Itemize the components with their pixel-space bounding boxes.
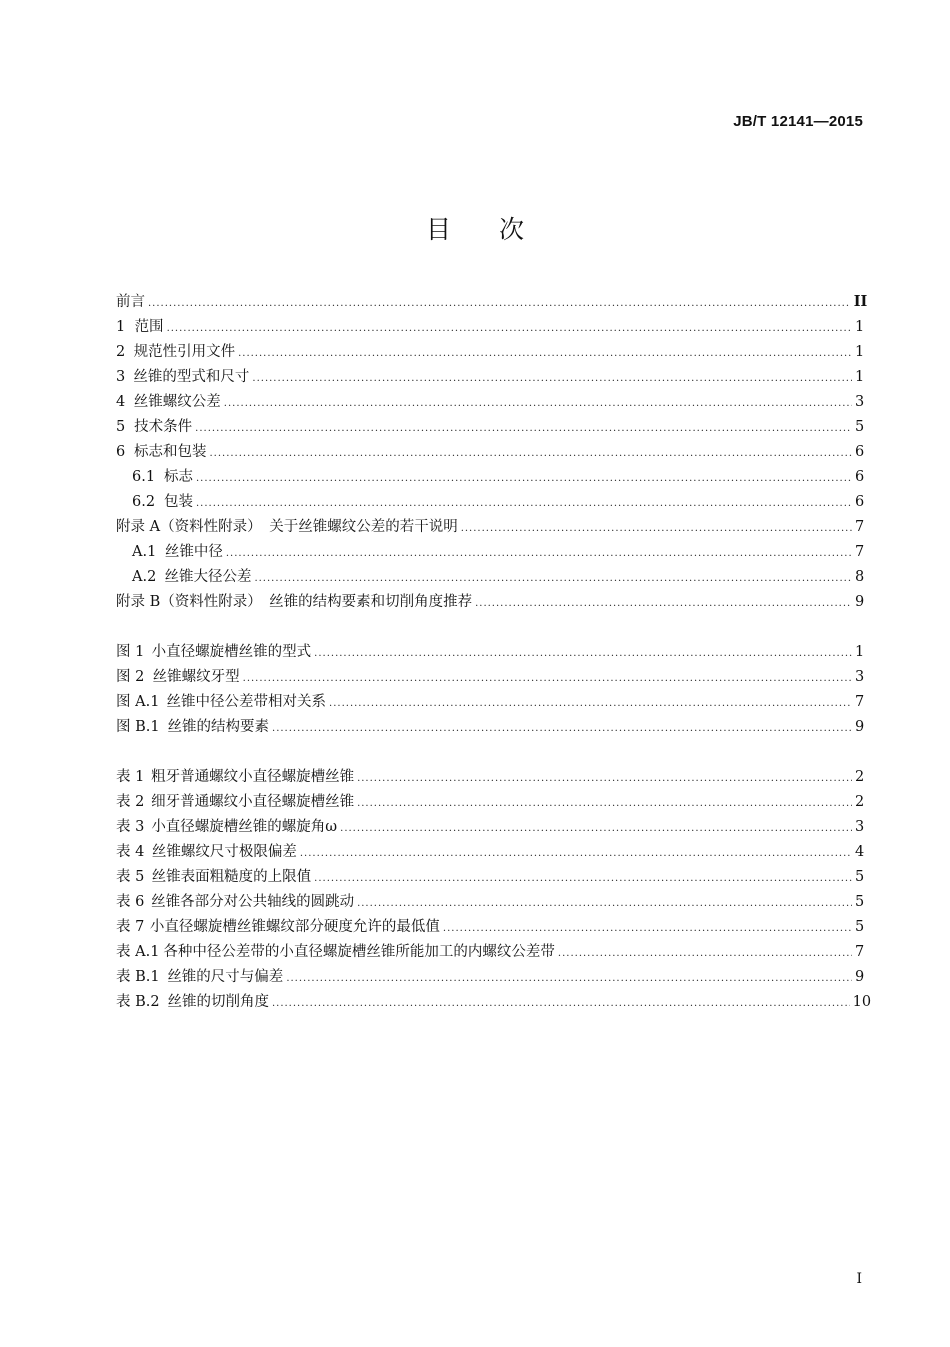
- toc-page-number: 1: [855, 344, 865, 360]
- toc-entry-number: 图 2: [116, 669, 145, 685]
- toc-leader-dots: [357, 799, 852, 809]
- toc-section-entry[interactable]: [116, 340, 863, 365]
- toc-entry-label: 小直径螺旋槽丝锥的型式: [151, 644, 312, 660]
- toc-entry-number: 表 B.1: [116, 969, 160, 985]
- toc-entry-label: 丝锥的结构要素: [167, 719, 270, 735]
- toc-entry-number: 表 B.2: [116, 994, 160, 1010]
- toc-section-entry[interactable]: [116, 365, 863, 390]
- toc-leader-dots: [475, 599, 852, 609]
- toc-leader-dots: [196, 474, 852, 484]
- toc-page-number: 5: [855, 894, 865, 910]
- toc-table-entry[interactable]: [116, 815, 863, 840]
- toc-page-number: 5: [854, 419, 865, 435]
- toc-page-number: 1: [855, 644, 865, 660]
- toc-entry-number: 表 A.1: [116, 944, 160, 960]
- toc-leader-dots: [167, 324, 852, 334]
- toc-entry-label: 小直径螺旋槽丝锥的螺旋角ω: [151, 819, 338, 835]
- toc-table-entry[interactable]: [116, 915, 863, 940]
- toc-entry-label: 标志和包装: [133, 444, 207, 460]
- page-folio: I: [856, 1271, 862, 1287]
- toc-entry-label: 粗牙普通螺纹小直径螺旋槽丝锥: [151, 769, 355, 785]
- toc-entry-number: 表 4: [116, 844, 145, 860]
- toc-entry-number: 6: [116, 444, 126, 460]
- toc-leader-dots: [558, 949, 852, 959]
- toc-entry-label: 技术条件: [134, 419, 193, 435]
- toc-page-number: 7: [855, 944, 865, 960]
- toc-entry-number: 2: [116, 344, 126, 360]
- toc-leader-dots: [461, 524, 852, 534]
- toc-entry-number: 图 1: [116, 644, 145, 660]
- toc-entry-number: 表 5: [116, 869, 145, 885]
- toc-page-number: 9: [855, 594, 865, 610]
- toc-section-entry[interactable]: [116, 540, 863, 565]
- toc-entry-label: 小直径螺旋槽丝锥螺纹部分硬度允许的最低值: [149, 919, 440, 935]
- toc-table-entry[interactable]: [116, 890, 863, 915]
- toc-leader-dots: [254, 574, 852, 584]
- toc-leader-dots: [357, 899, 852, 909]
- toc-leader-dots: [272, 724, 852, 734]
- toc-entry-number: 附录 A（资料性附录）: [116, 519, 262, 535]
- toc-entry-label: 丝锥各部分对公共轴线的圆跳动: [151, 894, 355, 910]
- toc-leader-dots: [300, 849, 852, 859]
- toc-entry-label: 丝锥的型式和尺寸: [133, 369, 250, 385]
- toc-leader-dots: [443, 924, 852, 934]
- toc-entry-label: 丝锥螺纹公差: [133, 394, 221, 410]
- toc-entry-label: 包装: [164, 494, 193, 510]
- toc-page-number: 5: [855, 919, 865, 935]
- toc-page-number: 9: [855, 969, 865, 985]
- toc-leader-dots: [196, 499, 852, 509]
- toc-entry-number: 6.2: [132, 494, 156, 510]
- toc-entry-label: 丝锥螺纹牙型: [152, 669, 240, 685]
- toc-page-number: 2: [855, 794, 865, 810]
- toc-page-number: 10: [852, 994, 872, 1010]
- toc-entry-label: 丝锥螺纹尺寸极限偏差: [151, 844, 297, 860]
- toc-figure-entry[interactable]: [116, 665, 863, 690]
- title-char-1: 目: [425, 215, 451, 244]
- toc-page-number: 7: [855, 544, 865, 560]
- toc-section-entry[interactable]: [116, 590, 863, 615]
- toc-leader-dots: [314, 649, 852, 659]
- toc-table-entry[interactable]: [116, 790, 863, 815]
- toc-page-number: 3: [855, 819, 865, 835]
- toc-page-number: 6: [855, 494, 865, 510]
- toc-leader-dots: [340, 824, 852, 834]
- toc-entry-label: 丝锥中径公差带相对关系: [166, 694, 327, 710]
- toc-entry-label: 丝锥的结构要素和切削角度推荐: [269, 594, 473, 610]
- toc-leader-dots: [224, 399, 852, 409]
- toc-page-number: 1: [855, 369, 865, 385]
- toc-figure-entry[interactable]: [116, 640, 863, 665]
- toc-leader-dots: [148, 299, 851, 309]
- toc-leader-dots: [357, 774, 852, 784]
- toc-page-number: 6: [855, 469, 865, 485]
- toc-leader-dots: [238, 349, 852, 359]
- toc-entry-number: 表 3: [116, 819, 145, 835]
- toc-entry-label: 各种中径公差带的小直径螺旋槽丝锥所能加工的内螺纹公差带: [163, 944, 555, 960]
- toc-table-entry[interactable]: [116, 990, 872, 1015]
- toc-table-entry[interactable]: [116, 765, 863, 790]
- toc-tables: [116, 765, 872, 1015]
- toc-leader-dots: [329, 699, 852, 709]
- toc-leader-dots: [314, 874, 852, 884]
- toc-page-number: 9: [855, 719, 865, 735]
- toc-entry-number: 6.1: [132, 469, 156, 485]
- toc-page-number: 7: [855, 694, 865, 710]
- toc-entry-number: 图 B.1: [116, 719, 160, 735]
- toc-page-number: 7: [855, 519, 865, 535]
- toc-entry-number: 1: [116, 319, 126, 335]
- toc-section-entry[interactable]: [116, 440, 863, 465]
- toc-sections: [116, 290, 868, 615]
- toc-entry-label: 规范性引用文件: [133, 344, 236, 360]
- toc-section-entry[interactable]: [116, 390, 863, 415]
- toc-entry-number: A.2: [132, 569, 157, 585]
- toc-entry-number: 表 7: [116, 919, 145, 935]
- toc-entry-number: 3: [116, 369, 126, 385]
- toc-section-entry[interactable]: [116, 315, 863, 340]
- toc-entry-label: 丝锥中径: [164, 544, 223, 560]
- toc-section-entry[interactable]: [116, 515, 863, 540]
- toc-entry-label: 标志: [164, 469, 193, 485]
- toc-entry-label: 范围: [134, 319, 164, 335]
- toc-page-number: 5: [855, 869, 865, 885]
- toc-figure-entry[interactable]: [116, 690, 863, 715]
- toc-page-number: 3: [855, 669, 865, 685]
- toc-table-entry[interactable]: [116, 940, 863, 965]
- toc-leader-dots: [209, 449, 852, 459]
- toc-section-entry[interactable]: [116, 290, 868, 315]
- toc-leader-dots: [272, 999, 850, 1009]
- toc-entry-label: 前言: [116, 294, 145, 310]
- toc-section-entry[interactable]: [116, 490, 863, 515]
- toc-leader-dots: [243, 674, 852, 684]
- title-char-2: 次: [499, 215, 525, 244]
- toc-figures: [116, 640, 863, 740]
- toc-section-entry[interactable]: [116, 465, 863, 490]
- toc-entry-label: 细牙普通螺纹小直径螺旋槽丝锥: [151, 794, 355, 810]
- toc-page-number: 6: [855, 444, 865, 460]
- toc-leader-dots: [286, 974, 852, 984]
- toc-entry-number: 5: [116, 419, 126, 435]
- toc-entry-number: 表 6: [116, 894, 145, 910]
- toc-table-entry[interactable]: [116, 865, 863, 890]
- toc-page-number: 3: [855, 394, 865, 410]
- toc-entry-number: A.1: [132, 544, 157, 560]
- toc-entry-number: 表 2: [116, 794, 145, 810]
- toc-section-entry[interactable]: [116, 565, 863, 590]
- toc-entry-label: 关于丝锥螺纹公差的若干说明: [269, 519, 458, 535]
- toc-table-entry[interactable]: [116, 965, 863, 990]
- toc-entry-label: 丝锥的切削角度: [167, 994, 269, 1010]
- toc-table-entry[interactable]: [116, 840, 863, 865]
- toc-entry-number: 附录 B（资料性附录）: [116, 594, 262, 610]
- toc-entry-number: 图 A.1: [116, 694, 160, 710]
- toc-entry-label: 丝锥的尺寸与偏差: [167, 969, 284, 985]
- toc-leader-dots: [195, 424, 852, 434]
- standard-number: JB/T 12141—2015: [733, 113, 863, 130]
- toc-leader-dots: [252, 374, 852, 384]
- toc-entry-number: 表 1: [116, 769, 145, 785]
- toc-entry-number: 4: [116, 394, 126, 410]
- toc-entry-label: 丝锥表面粗糙度的上限值: [151, 869, 312, 885]
- toc-page-number: 4: [855, 844, 865, 860]
- toc-page-number: II: [853, 293, 868, 310]
- page-title: [0, 210, 950, 246]
- toc-section-entry[interactable]: [116, 415, 863, 440]
- toc-page-number: 1: [855, 319, 865, 335]
- toc-entry-label: 丝锥大径公差: [164, 569, 252, 585]
- toc-page-number: 8: [855, 569, 865, 585]
- toc-figure-entry[interactable]: [116, 715, 863, 740]
- toc-page-number: 2: [855, 769, 865, 785]
- toc-leader-dots: [226, 549, 852, 559]
